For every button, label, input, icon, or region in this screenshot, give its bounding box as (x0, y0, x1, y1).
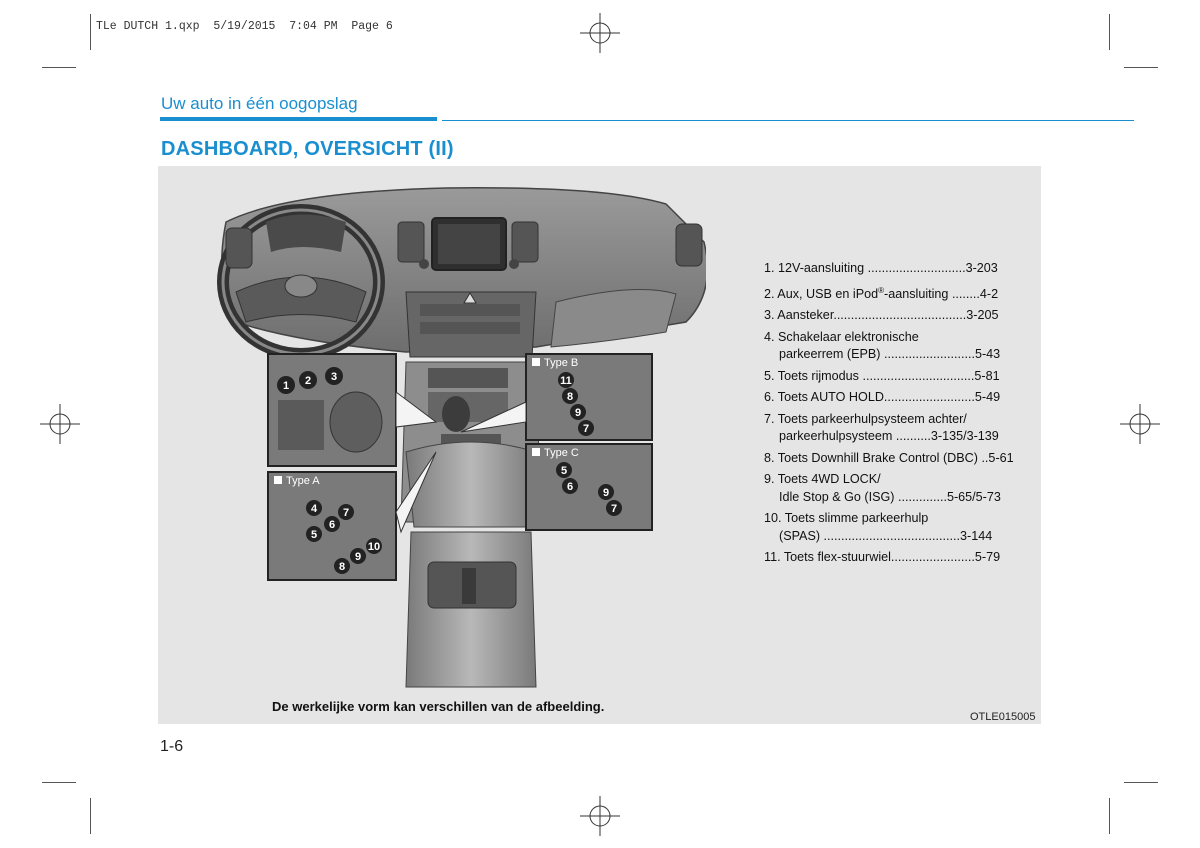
list-item-text: 9. Toets 4WD LOCK/ (764, 472, 881, 487)
air-vent-center-left (398, 222, 424, 262)
list-item-text: 3. Aansteker......................................3-205 (764, 308, 999, 323)
list-item-text: 6. Toets AUTO HOLD..........................5-49 (764, 390, 1001, 405)
list-item (764, 329, 1024, 364)
list-item (764, 307, 1024, 325)
reference-list (764, 260, 1024, 571)
list-item (764, 282, 1024, 304)
callout-number: 10 (367, 541, 381, 553)
registration-mark-icon (580, 13, 620, 53)
registration-mark-icon (580, 796, 620, 836)
crop-mark (1109, 798, 1110, 834)
callout-number: 6 (566, 481, 574, 493)
page-number: 1-6 (160, 738, 184, 755)
list-item-text: 11. Toets flex-stuurwiel........................5-79 (764, 550, 1001, 565)
registration-mark-icon (40, 404, 80, 444)
figure-caption: De werkelijke vorm kan verschillen van de afbeelding. (272, 699, 605, 714)
hyundai-logo-icon (285, 275, 317, 297)
callout-number: 11 (560, 375, 572, 387)
list-item-text: Idle Stop & Go (ISG) ..............5-65/5-73 (779, 489, 1001, 504)
callout-number: 7 (342, 507, 350, 519)
list-item-text: 2. Aux, USB en iPod (764, 286, 879, 301)
air-vent-left (226, 228, 252, 268)
list-item-text: 5. Toets rijmodus ................................5-81 (764, 368, 1000, 383)
crop-mark (1124, 782, 1158, 783)
header-rule-thin (442, 120, 1134, 121)
crop-mark (1109, 14, 1110, 50)
print-slug: TLe DUTCH 1.qxp 5/19/2015 7:04 PM Page 6 (96, 20, 393, 33)
air-vent-right (676, 224, 702, 266)
header-rule (160, 117, 437, 121)
callout-number: 9 (354, 551, 362, 563)
list-item-text: parkeerhulpsysteem ..........3-135/3-139 (779, 429, 999, 444)
list-item-text: -aansluiting ........4-2 (884, 286, 999, 301)
list-item-text: 1. 12V-aansluiting ............................3-203 (764, 261, 998, 275)
callout-number: 7 (610, 503, 618, 515)
image-code: OTLE015005 (970, 711, 1036, 723)
air-vent-center-right (512, 222, 538, 262)
type-a-label: Type A (286, 475, 320, 487)
dashboard-illustration (206, 182, 706, 692)
callout-number: 9 (574, 407, 582, 419)
list-item (764, 389, 1024, 407)
callout-number: 4 (310, 503, 318, 515)
crop-mark (90, 14, 91, 50)
list-item (764, 510, 1024, 545)
list-item-text: 7. Toets parkeerhulpsysteem achter/ (764, 411, 967, 426)
crop-mark (42, 782, 76, 783)
registered-mark: ® (878, 285, 885, 295)
callout-number: 8 (338, 561, 346, 573)
list-item (764, 471, 1024, 506)
callout-number: 5 (560, 465, 568, 477)
page-title: DASHBOARD, OVERSICHT (II) (161, 138, 454, 160)
list-item (764, 260, 1024, 278)
list-item (764, 411, 1024, 446)
callout-number: 9 (602, 487, 610, 499)
type-b-label: Type B (544, 357, 579, 369)
rear-console (406, 532, 536, 687)
list-item (764, 549, 1024, 567)
crop-mark (1124, 67, 1158, 68)
callout-number: 2 (304, 375, 312, 387)
list-item-text: parkeerrem (EPB) ..........................5-43 (779, 347, 1001, 362)
callout-number: 3 (330, 371, 338, 383)
section-title: Uw auto in één oogopslag (161, 94, 358, 113)
callout-number: 7 (582, 423, 590, 435)
callout-number: 8 (566, 391, 574, 403)
list-item-text: (SPAS) .......................................3-144 (779, 528, 993, 543)
armrest (406, 442, 536, 527)
list-item (764, 450, 1024, 468)
list-item-text: 4. Schakelaar elektronische (764, 329, 919, 344)
list-item (764, 368, 1024, 386)
callout-number: 1 (282, 380, 290, 392)
callout-number: 5 (310, 529, 318, 541)
list-item-text: 10. Toets slimme parkeerhulp (764, 511, 929, 526)
registration-mark-icon (1120, 404, 1160, 444)
crop-mark (90, 798, 91, 834)
callout-number: 6 (328, 519, 336, 531)
list-item-text: 8. Toets Downhill Brake Control (DBC) ..5-61 (764, 450, 1014, 465)
type-c-label: Type C (544, 447, 579, 459)
crop-mark (42, 67, 76, 68)
figure-panel (158, 166, 1041, 724)
